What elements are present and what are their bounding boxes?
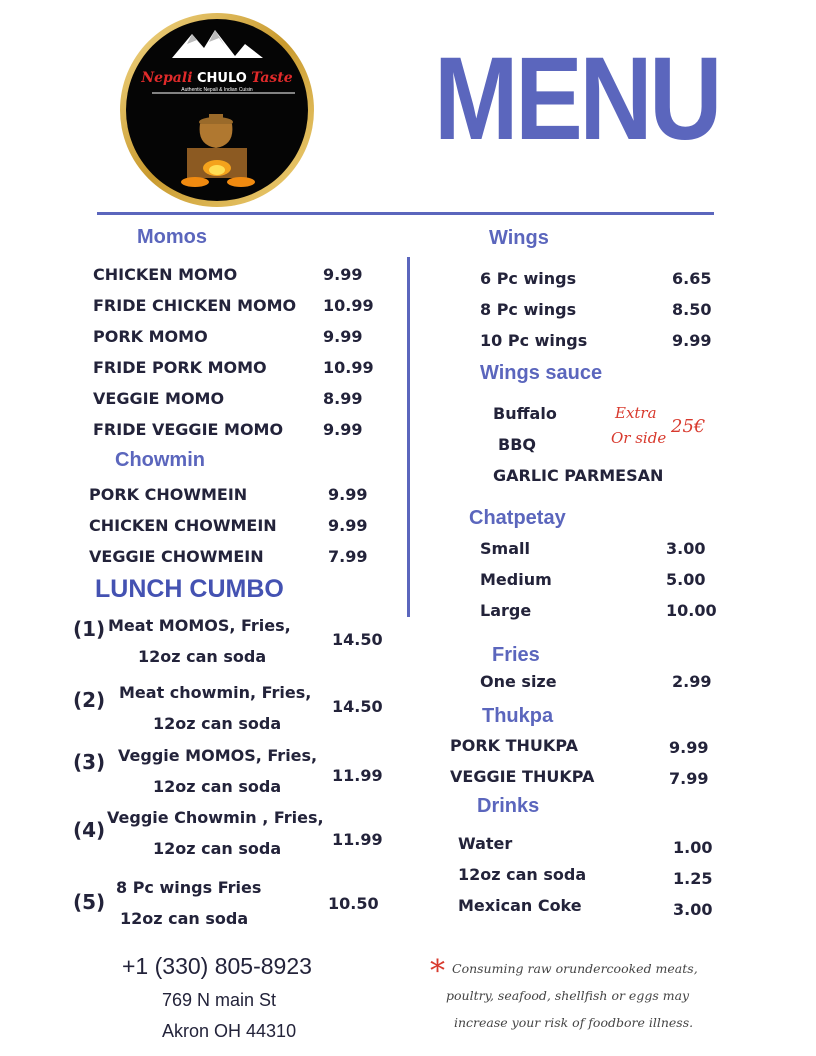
disclaimer-line2: poultry, seafood, shellfish or eggs may (446, 988, 690, 1003)
combo-price: 14.50 (332, 630, 383, 649)
menu-item-name: VEGGIE THUKPA (450, 767, 595, 786)
menu-item-price: 9.99 (672, 331, 712, 350)
menu-item-price: 3.00 (673, 900, 713, 919)
menu-item-name: CHICKEN CHOWMEIN (89, 516, 277, 535)
disclaimer-line1: Consuming raw orundercooked meats, (452, 961, 698, 976)
logo-brand-left: Nepali (141, 70, 193, 86)
wings-sauce-heading: Wings sauce (480, 362, 603, 384)
sauce-extra-price: 25€ (671, 416, 706, 437)
menu-item-price: 9.99 (323, 327, 363, 346)
logo-brand-mid: CHULO (196, 71, 247, 86)
menu-item-name: 12oz can soda (458, 865, 587, 884)
sauce-extra-line1: Extra (615, 404, 657, 422)
chatpetay-heading: Chatpetay (469, 507, 566, 529)
disclaimer-line3: increase your risk of foodbore illness. (454, 1015, 694, 1030)
menu-item-price: 8.50 (672, 300, 712, 319)
combo-line1: Veggie Chowmin , Fries, (107, 808, 324, 827)
menu-item-price: 9.99 (323, 420, 363, 439)
combo-price: 11.99 (332, 830, 383, 849)
combo-line2: 12oz can soda (153, 839, 282, 858)
restaurant-logo (117, 10, 317, 210)
combo-line1: 8 Pc wings Fries (116, 878, 262, 897)
menu-item-name: One size (480, 672, 557, 691)
combo-number: (5) (73, 890, 106, 914)
combo-line2: 12oz can soda (153, 777, 282, 796)
menu-item-name: Large (480, 601, 532, 620)
menu-item-name: Medium (480, 570, 552, 589)
sauce-item: GARLIC PARMESAN (493, 466, 664, 485)
combo-number: (4) (73, 818, 106, 842)
contact-street: 769 N main St (162, 990, 277, 1010)
menu-item-price: 10.99 (323, 296, 374, 315)
thukpa-heading: Thukpa (482, 705, 554, 727)
sauce-item: Buffalo (493, 404, 557, 423)
combo-price: 14.50 (332, 697, 383, 716)
lunch-combo-heading: LUNCH CUMBO (95, 575, 284, 603)
logo-badge-icon (117, 10, 317, 210)
menu-item-price: 9.99 (328, 485, 368, 504)
page-title: MENU (434, 33, 720, 165)
menu-item-price: 9.99 (323, 265, 363, 284)
chowmin-heading: Chowmin (115, 449, 205, 471)
menu-item-price: 5.00 (666, 570, 706, 589)
menu-item-name: 10 Pc wings (480, 331, 588, 350)
combo-line2: 12oz can soda (153, 714, 282, 733)
menu-item-name: FRIDE CHICKEN MOMO (93, 296, 297, 315)
menu-item-name: PORK MOMO (93, 327, 208, 346)
menu-item-name: PORK CHOWMEIN (89, 485, 248, 504)
combo-line1: Meat MOMOS, Fries, (108, 616, 291, 635)
combo-line1: Veggie MOMOS, Fries, (118, 746, 318, 765)
menu-item-name: 8 Pc wings (480, 300, 577, 319)
menu-item-price: 1.00 (673, 838, 713, 857)
menu-item-price: 6.65 (672, 269, 712, 288)
wings-heading: Wings (489, 227, 549, 249)
disclaimer-star-icon: * (430, 954, 445, 989)
menu-item-price: 7.99 (669, 769, 709, 788)
menu-item-price: 10.99 (323, 358, 374, 377)
menu-item-price: 7.99 (328, 547, 368, 566)
menu-item-price: 8.99 (323, 389, 363, 408)
combo-line2: 12oz can soda (120, 909, 249, 928)
column-divider (407, 257, 410, 617)
menu-item-name: Small (480, 539, 530, 558)
combo-number: (2) (73, 688, 106, 712)
contact-city: Akron OH 44310 (162, 1021, 297, 1041)
combo-line1: Meat chowmin, Fries, (119, 683, 312, 702)
menu-item-name: Water (458, 834, 513, 853)
menu-item-name: PORK THUKPA (450, 736, 578, 755)
logo-brand-right: Taste (251, 70, 293, 86)
combo-price: 11.99 (332, 766, 383, 785)
combo-number: (1) (73, 617, 106, 641)
fries-heading: Fries (492, 644, 540, 666)
menu-item-name: FRIDE PORK MOMO (93, 358, 267, 377)
sauce-item: BBQ (498, 435, 536, 454)
menu-item-name: VEGGIE MOMO (93, 389, 225, 408)
menu-item-price: 9.99 (669, 738, 709, 757)
menu-item-price: 2.99 (672, 672, 712, 691)
menu-item-name: VEGGIE CHOWMEIN (89, 547, 264, 566)
menu-item-price: 9.99 (328, 516, 368, 535)
menu-item-name: Mexican Coke (458, 896, 582, 915)
menu-item-name: CHICKEN MOMO (93, 265, 238, 284)
menu-item-price: 1.25 (673, 869, 713, 888)
contact-phone[interactable]: +1 (330) 805-8923 (122, 953, 312, 979)
momos-heading: Momos (137, 226, 207, 248)
menu-item-price: 3.00 (666, 539, 706, 558)
combo-line2: 12oz can soda (138, 647, 267, 666)
combo-number: (3) (73, 750, 106, 774)
menu-item-name: FRIDE VEGGIE MOMO (93, 420, 284, 439)
header-divider (97, 212, 714, 215)
combo-price: 10.50 (328, 894, 379, 913)
menu-item-price: 10.00 (666, 601, 717, 620)
sauce-extra-line2: Or side (611, 429, 667, 447)
logo-tagline: Authentic Nepali & Indian Cuisin (181, 87, 253, 93)
menu-item-name: 6 Pc wings (480, 269, 577, 288)
drinks-heading: Drinks (477, 795, 540, 817)
